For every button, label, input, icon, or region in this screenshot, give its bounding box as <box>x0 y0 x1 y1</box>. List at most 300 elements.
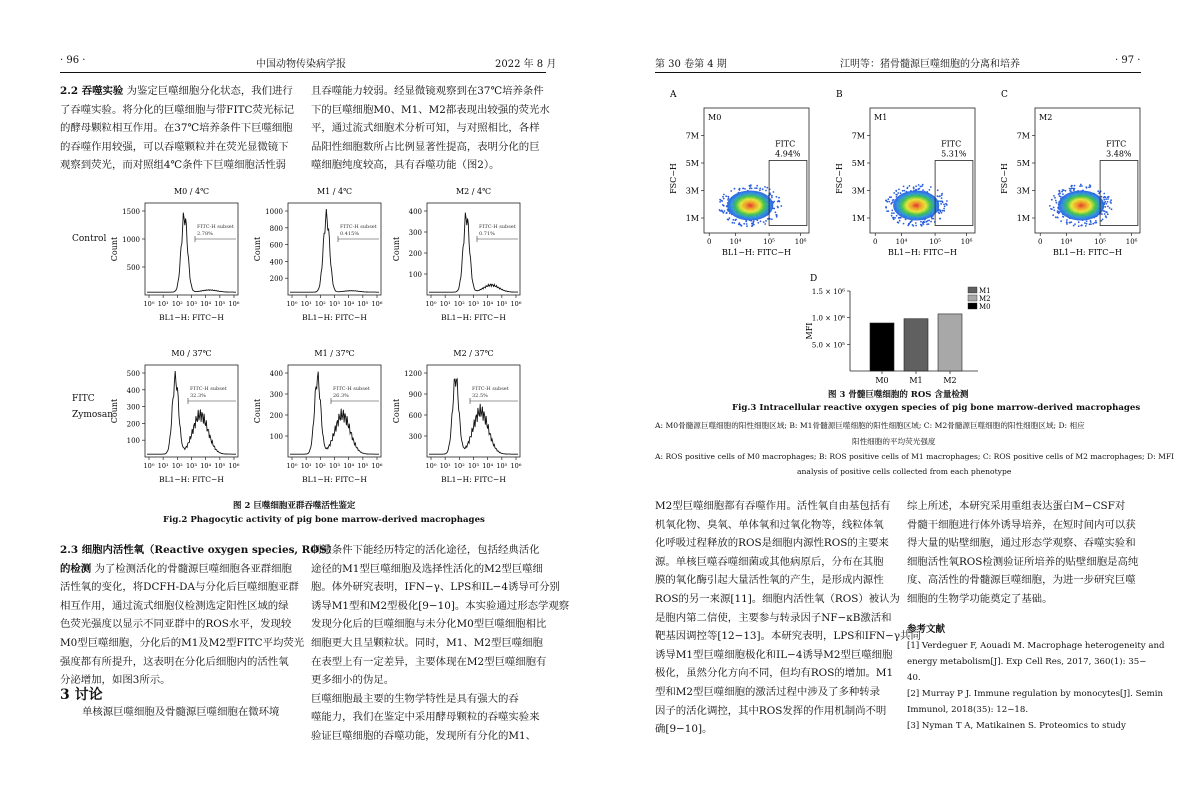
scatter-point <box>751 225 753 227</box>
scatter-point <box>891 209 893 211</box>
x-tick-label: 10⁵ <box>496 300 508 308</box>
y-axis-label: Count <box>110 398 119 424</box>
x-tick-label: 10⁰ <box>143 462 155 470</box>
scatter-point <box>719 201 721 203</box>
scatter-point <box>1109 207 1111 209</box>
scatter-point <box>909 185 911 187</box>
scatter-point <box>1051 199 1053 201</box>
scatter-point <box>930 186 932 188</box>
gate-value: 2.78% <box>197 231 213 237</box>
scatter-point <box>1080 184 1082 186</box>
x-tick-label: 10¹ <box>157 462 169 470</box>
scatter-point <box>764 223 766 225</box>
scatter-point <box>1106 211 1108 213</box>
x-tick-label: 10⁰ <box>425 462 437 470</box>
x-tick-label: 10⁵ <box>929 238 941 246</box>
text-line: 得大量的贴壁细胞，通过形态学观察、吞噬实验和 <box>907 537 1136 550</box>
scatter-point <box>741 225 743 227</box>
scatter-point <box>765 220 767 222</box>
scatter-point <box>1081 224 1083 226</box>
scatter-point <box>903 186 905 188</box>
scatter-point <box>920 186 922 188</box>
bar-category-label: M1 <box>909 376 923 385</box>
text-line: M0型巨噬细胞，分化后的M1及M2型FITC平均荧光 <box>60 636 305 649</box>
scatter-point <box>902 190 904 192</box>
y-tick-label: 200 <box>126 420 140 429</box>
y-tick-label: 1000 <box>265 208 283 216</box>
scatter-point <box>1107 201 1109 203</box>
scatter-point <box>941 197 943 199</box>
scatter-point <box>1103 199 1105 201</box>
scatter-point <box>1107 213 1109 215</box>
text-line: 噬能力，我们在鉴定中采用酵母颗粒的吞噬实验来 <box>311 711 540 724</box>
reference-line: [3] Nyman T A, Matikainen S. Proteomics to study <box>907 721 1126 731</box>
y-tick-label: 1000 <box>122 236 140 244</box>
y-tick-label: 200 <box>269 275 283 284</box>
scatter-point <box>751 188 753 190</box>
y-tick-label: 1M <box>1016 214 1030 223</box>
scatter-point <box>900 192 902 194</box>
fig2-caption-cn: 图 2 巨噬细胞亚群吞噬活性鉴定 <box>233 501 356 511</box>
scatter-point <box>895 190 897 192</box>
scatter-point <box>945 203 947 205</box>
x-tick-label: 10⁴ <box>343 300 355 308</box>
x-axis-label: BL1−H: FITC−H <box>721 248 792 257</box>
histogram-title: M2 / 4℃ <box>455 187 492 196</box>
scatter-point <box>1074 185 1076 187</box>
scatter-point <box>1058 190 1060 192</box>
scatter-point <box>892 199 894 201</box>
scatter-point <box>1073 188 1075 190</box>
histogram-frame <box>288 365 381 457</box>
histogram-title: M1 / 4℃ <box>316 187 353 196</box>
fig3-note-en-2: analysis of positive cells collected from each phenotype <box>797 467 1012 476</box>
scatter-point <box>751 223 753 225</box>
scatter-point <box>738 224 740 226</box>
y-tick-label: 1500 <box>122 208 140 216</box>
scatter-point <box>893 192 895 194</box>
scatter-point <box>1097 190 1099 192</box>
y-tick-label: 400 <box>126 386 140 395</box>
x-tick-label: 10² <box>453 462 465 470</box>
gate-label: FITC <box>775 139 796 149</box>
y-tick-label: 900 <box>408 391 422 399</box>
scatter-point <box>943 208 945 210</box>
density-core <box>893 191 939 221</box>
scatter-point <box>1092 223 1094 225</box>
y-tick-label: 200 <box>408 250 422 258</box>
bar-y-axis-label: MFI <box>805 322 814 340</box>
y-tick-label: 500 <box>126 264 140 272</box>
x-axis-label: BL1−H: FITC−H <box>159 475 224 484</box>
bar-y-tick-label: 1.0 × 10⁶ <box>811 314 845 323</box>
histogram-title: M0 / 4℃ <box>173 187 210 196</box>
scatter-point <box>1095 222 1097 224</box>
scatter-point <box>1107 206 1109 208</box>
text-line: 2.2 吞噬实验 为鉴定巨噬细胞分化状态，我们进行 <box>60 85 293 97</box>
gate-value: 5.31% <box>941 149 967 159</box>
text-line: 度、高活性的骨髓源巨噬细胞，为进一步研究巨噬 <box>907 574 1136 587</box>
scatter-point <box>893 217 895 219</box>
left-page-number: · 96 · <box>60 55 86 66</box>
y-tick-label: 300 <box>269 391 283 399</box>
scatter-point <box>1052 214 1054 216</box>
x-tick-label: 10⁵ <box>357 462 369 470</box>
x-tick-label: 10⁴ <box>343 462 355 470</box>
scatter-point <box>762 188 764 190</box>
scatter-point <box>1060 196 1062 198</box>
fig3-caption-en: Fig.3 Intracellular reactive oxygen species of pig bone marrow-derived macrophages <box>732 403 1141 413</box>
y-tick-label: 7M <box>851 131 865 141</box>
scatter-point <box>722 204 724 206</box>
y-tick-label: 300 <box>408 229 422 237</box>
fig3-caption-cn: 图 3 骨髓巨噬细胞的 ROS 含量检测 <box>828 390 969 400</box>
x-tick-label: 10⁴ <box>482 462 494 470</box>
scatter-point <box>1053 207 1055 209</box>
scatter-point <box>898 217 900 219</box>
text-line: 确[9−10]。 <box>655 723 713 736</box>
scatter-point <box>941 212 943 214</box>
bar-y-tick-label: 1.5 × 10⁶ <box>811 288 845 296</box>
scatter-point <box>893 218 895 220</box>
gate-label: FITC <box>1106 139 1127 149</box>
scatter-point <box>890 196 892 198</box>
scatter-point <box>1078 225 1080 227</box>
x-tick-label: 10² <box>171 300 183 308</box>
scatter-point <box>776 196 778 198</box>
x-tick-label: 0 <box>1038 238 1043 246</box>
scatter-point <box>1051 208 1053 210</box>
scatter-point <box>941 194 943 196</box>
scatter-point <box>923 223 925 225</box>
scatter-point <box>918 184 920 186</box>
y-axis-label: Count <box>253 398 262 424</box>
scatter-point <box>1066 219 1068 221</box>
histogram-frame <box>427 203 520 295</box>
section-2-3-col2 <box>311 541 569 746</box>
scatter-point <box>1053 209 1055 211</box>
y-tick-label: 300 <box>126 403 140 412</box>
scatter-point <box>943 204 945 206</box>
scatter-point <box>928 220 930 222</box>
text-line: 分泌增加，如图3所示。 <box>60 674 171 687</box>
scatter-point <box>930 221 932 223</box>
scatter-point <box>777 207 779 209</box>
scatter-point <box>719 199 721 201</box>
text-line: 下的巨噬细胞M0、M1、M2都表现出较强的荧光水 <box>311 103 550 116</box>
reference-line: 40. <box>907 673 921 683</box>
gate-label: FITC-H subset <box>190 386 227 392</box>
text-line: 细胞更大且呈颗粒状。同时，M1、M2型巨噬细胞 <box>311 636 543 649</box>
scatter-point <box>893 212 895 214</box>
text-line: 诱导M1型和M2型极化[9−10]。本实验通过形态学观察 <box>311 599 570 612</box>
x-tick-label: 10⁰ <box>143 300 155 308</box>
text-line: 膜的氧化酶引起大量活性氧的产生，是形成内源性 <box>655 574 884 587</box>
text-line: 骨髓干细胞进行体外诱导培养，在短时间内可以获 <box>907 518 1136 531</box>
y-axis-label: Count <box>110 236 119 262</box>
panel-letter: D <box>810 274 818 284</box>
histogram-frame <box>288 203 381 295</box>
scatter-point <box>1059 193 1061 195</box>
y-axis-label: FSC−H <box>835 163 844 194</box>
text-line: M2型巨噬细胞都有吞噬作用。活性氧自由基包括有 <box>655 500 891 512</box>
scatter-point <box>760 220 762 222</box>
scatter-point <box>888 201 890 203</box>
x-tick-label: 10⁶ <box>1125 238 1138 246</box>
scatter-point <box>886 210 888 212</box>
text-line: 发现分化后的巨噬细胞与未分化M0型巨噬细胞相比 <box>311 618 547 631</box>
y-tick-label: 600 <box>269 241 283 250</box>
y-tick-label: 800 <box>269 224 283 233</box>
scatter-title: M0 <box>708 113 722 122</box>
scatter-point <box>743 223 745 225</box>
x-tick-label: 10⁶ <box>371 462 383 470</box>
text-line: 细胞的生物学功能奠定了基础。 <box>907 592 1053 605</box>
scatter-point <box>1105 217 1107 219</box>
scatter-point <box>903 223 905 225</box>
text-line: 机氧化物、臭氧、单体氧和过氧化物等，线粒体氧 <box>655 518 884 531</box>
gate-value: 32.5% <box>472 393 488 399</box>
y-tick-label: 1M <box>851 214 865 223</box>
scatter-point <box>1054 197 1056 199</box>
right-page-number: · 97 · <box>1115 55 1141 66</box>
scatter-point <box>1055 216 1057 218</box>
scatter-point <box>1101 220 1103 222</box>
x-tick-label: 10⁰ <box>425 300 437 308</box>
scatter-point <box>1070 221 1072 223</box>
text-line: 的吞噬作用较强，可以吞噬颗粒并在荧光显微镜下 <box>60 140 289 153</box>
x-tick-label: 10¹ <box>157 300 169 308</box>
text-line: 的检测 为了检测活化的骨髓源巨噬细胞各亚群细胞 <box>60 562 292 575</box>
y-tick-label: 7M <box>685 131 699 141</box>
text-line: 色荧光强度以显示不同亚群中的ROS水平，发现较 <box>60 618 292 631</box>
legend-swatch <box>968 295 977 301</box>
scatter-point <box>1070 188 1072 190</box>
scatter-point <box>779 201 781 203</box>
scatter-point <box>1070 185 1072 187</box>
scatter-point <box>900 217 902 219</box>
text-line: 在表型上有一定差异，主要体现在M2型巨噬细胞有 <box>311 655 547 668</box>
x-axis-label: BL1−H: FITC−H <box>441 475 506 484</box>
y-tick-label: 7M <box>1016 131 1030 141</box>
density-core <box>727 191 773 221</box>
figure-3-ros <box>600 0 1200 400</box>
text-line: 刺激条件下能经历特定的活化途径，包括经典活化 <box>311 544 540 556</box>
scatter-point <box>1105 203 1107 205</box>
scatter-point <box>759 188 761 190</box>
text-line: 源。单核巨噬吞噬细菌或其他病原后，分布在其胞 <box>655 555 884 568</box>
scatter-point <box>1073 225 1075 227</box>
y-tick-label: 600 <box>408 412 422 420</box>
legend-label: M2 <box>979 295 991 303</box>
scatter-point <box>1089 184 1091 186</box>
scatter-point <box>1053 195 1055 197</box>
row-label-fitc: FITC <box>72 394 95 404</box>
row-label-zymosan: Zymosan <box>72 410 114 420</box>
scatter-point <box>1063 216 1065 218</box>
scatter-point <box>749 188 751 190</box>
y-tick-label: 200 <box>269 412 283 420</box>
scatter-point <box>1104 196 1106 198</box>
fig3-note-en-1: A: ROS positive cells of M0 macrophages; B: ROS positive cells of M1 macrophages; C: ROS positive cells of M2 macrophages; D: MFI <box>655 452 1175 461</box>
fig3-note-cn-2: 阳性细胞的平均荧光强度 <box>852 437 936 446</box>
y-tick-label: 100 <box>269 433 283 441</box>
scatter-point <box>895 194 897 196</box>
text-line: 了吞噬实验。将分化的巨噬细胞与带FITC荧光标记 <box>60 103 295 116</box>
scatter-point <box>912 224 914 226</box>
y-tick-label: 5M <box>851 159 865 168</box>
gate-label: FITC-H subset <box>340 224 377 230</box>
scatter-point <box>723 198 725 200</box>
scatter-point <box>922 184 924 186</box>
panel-letter: B <box>836 90 843 100</box>
y-axis-label: FSC−H <box>1000 163 1009 194</box>
scatter-point <box>1086 220 1088 222</box>
scatter-point <box>1081 185 1083 187</box>
text-line: 2.3 细胞内活性氧（Reactive oxygen species, ROS） <box>60 544 338 556</box>
fig2-caption-en: Fig.2 Phagocytic activity of pig bone marrow-derived macrophages <box>163 515 485 525</box>
scatter-point <box>943 210 945 212</box>
scatter-point <box>1086 186 1088 188</box>
text-line: 型和M2型巨噬细胞的激活过程中涉及了多种转录 <box>655 685 881 698</box>
scatter-point <box>1063 189 1065 191</box>
x-axis-label: BL1−H: FITC−H <box>887 248 958 257</box>
bar-m2 <box>938 314 962 371</box>
row-label-control: Control <box>72 234 107 244</box>
histogram-frame <box>427 365 520 457</box>
right-running-title: 江明等：猪骨髓源巨噬细胞的分离和培养 <box>840 59 1020 70</box>
x-tick-label: 10² <box>314 462 326 470</box>
y-tick-label: 100 <box>126 437 140 446</box>
x-tick-label: 10⁵ <box>214 462 226 470</box>
scatter-point <box>887 198 889 200</box>
scatter-point <box>921 225 923 227</box>
scatter-point <box>1069 190 1071 192</box>
scatter-point <box>886 201 888 203</box>
scatter-point <box>1101 196 1103 198</box>
text-line: 品阳性细胞数所占比例显著性提高，表明分化的巨 <box>311 140 540 153</box>
scatter-point <box>1061 191 1063 193</box>
scatter-point <box>771 197 773 199</box>
scatter-point <box>1084 222 1086 224</box>
scatter-point <box>1062 193 1064 195</box>
scatter-point <box>759 189 761 191</box>
left-journal-name: 中国动物传染病学报 <box>256 59 346 70</box>
x-tick-label: 10⁶ <box>960 238 973 246</box>
x-tick-label: 10⁴ <box>1060 238 1073 246</box>
y-axis-label: Count <box>253 236 262 262</box>
text-line: 巨噬细胞最主要的生物学特性是具有强大的吞 <box>311 692 519 705</box>
scatter-point <box>724 210 726 212</box>
scatter-point <box>746 223 748 225</box>
fig3-note-cn-1: A: M0骨髓源巨噬细胞的阳性细胞区域; B: M1骨髓源巨噬细胞的阳性细胞区域; C: M2骨髓源巨噬细胞的阳性细胞区域; D: 相应 <box>655 421 1085 430</box>
scatter-point <box>1089 223 1091 225</box>
scatter-point <box>922 189 924 191</box>
reference-line: [1] Verdeguer F, Aouadi M. Macrophage heterogeneity and <box>907 641 1165 651</box>
scatter-point <box>742 188 744 190</box>
scatter-point <box>1102 219 1104 221</box>
scatter-point <box>728 197 730 199</box>
y-axis-label: FSC−H <box>669 163 678 194</box>
scatter-point <box>897 192 899 194</box>
right-volume: 第 30 卷第 4 期 <box>655 59 727 70</box>
discussion-heading: 3 讨论 <box>60 687 103 703</box>
gate-value: 0.415% <box>340 231 360 237</box>
gate-label: FITC-H subset <box>333 386 370 392</box>
scatter-point <box>1069 222 1071 224</box>
scatter-point <box>1057 212 1059 214</box>
scatter-point <box>1107 198 1109 200</box>
text-line: 诱导M1型巨噬细胞极化和IL−4诱导M2型巨噬细胞 <box>655 648 893 661</box>
x-tick-label: 10⁰ <box>286 300 298 308</box>
scatter-point <box>1079 185 1081 187</box>
scatter-point <box>891 202 893 204</box>
scatter-point <box>725 195 727 197</box>
scatter-point <box>926 223 928 225</box>
scatter-point <box>780 205 782 207</box>
histogram-curve <box>290 209 379 292</box>
gate-value: 0.71% <box>479 231 495 237</box>
gate-value: 3.48% <box>1106 149 1132 159</box>
y-tick-label: 3M <box>1016 186 1030 196</box>
scatter-point <box>754 187 756 189</box>
scatter-point <box>744 188 746 190</box>
x-axis-label: BL1−H: FITC−H <box>1052 248 1123 257</box>
histogram-title: M0 / 37℃ <box>171 349 212 358</box>
y-tick-label: 500 <box>126 370 140 378</box>
scatter-point <box>1095 220 1097 222</box>
scatter-point <box>898 189 900 191</box>
scatter-point <box>915 222 917 224</box>
scatter-point <box>773 191 775 193</box>
scatter-point <box>726 212 728 214</box>
scatter-point <box>756 187 758 189</box>
scatter-point <box>1065 190 1067 192</box>
x-axis-label: BL1−H: FITC−H <box>302 313 367 322</box>
x-axis-label: BL1−H: FITC−H <box>159 313 224 322</box>
scatter-point <box>946 200 948 202</box>
x-tick-label: 10³ <box>468 300 479 308</box>
scatter-point <box>753 220 755 222</box>
text-line: 途径的M1型巨噬细胞及选择性活化的M2型巨噬细 <box>311 562 543 575</box>
x-tick-label: 10³ <box>186 300 197 308</box>
scatter-point <box>771 218 773 220</box>
histogram-title: M2 / 37℃ <box>453 349 494 358</box>
text-line: 验证巨噬细胞的吞噬功能，发现所有分化的M1、 <box>311 729 537 742</box>
text-line: 平，通过流式细胞术分析可知，与对照相比，各样 <box>311 122 540 135</box>
x-tick-label: 10⁵ <box>1094 238 1106 246</box>
histogram-frame <box>145 365 238 457</box>
text-line: 相互作用，通过流式细胞仪检测选定阳性区域的绿 <box>60 599 289 612</box>
scatter-point <box>730 190 732 192</box>
x-tick-label: 10¹ <box>300 300 312 308</box>
x-tick-label: 10³ <box>186 462 197 470</box>
text-line: 且吞噬能力较弱。经显微镜观察到在37℃培养条件 <box>311 85 544 97</box>
text-line: 极化，虽然分化方向不同，但均有ROS的增加。M1 <box>655 667 894 680</box>
scatter-point <box>729 217 731 219</box>
gate-label: FITC-H subset <box>479 224 516 230</box>
scatter-point <box>776 214 778 216</box>
scatter-point <box>918 188 920 190</box>
x-tick-label: 10⁴ <box>200 462 212 470</box>
bar-m0 <box>870 323 894 371</box>
scatter-point <box>904 190 906 192</box>
legend-label: M1 <box>979 287 991 295</box>
x-tick-label: 10⁴ <box>895 238 908 246</box>
gate-value: 32.3% <box>190 393 206 399</box>
y-tick-label: 3M <box>685 186 699 196</box>
y-axis-label: Count <box>392 398 401 424</box>
